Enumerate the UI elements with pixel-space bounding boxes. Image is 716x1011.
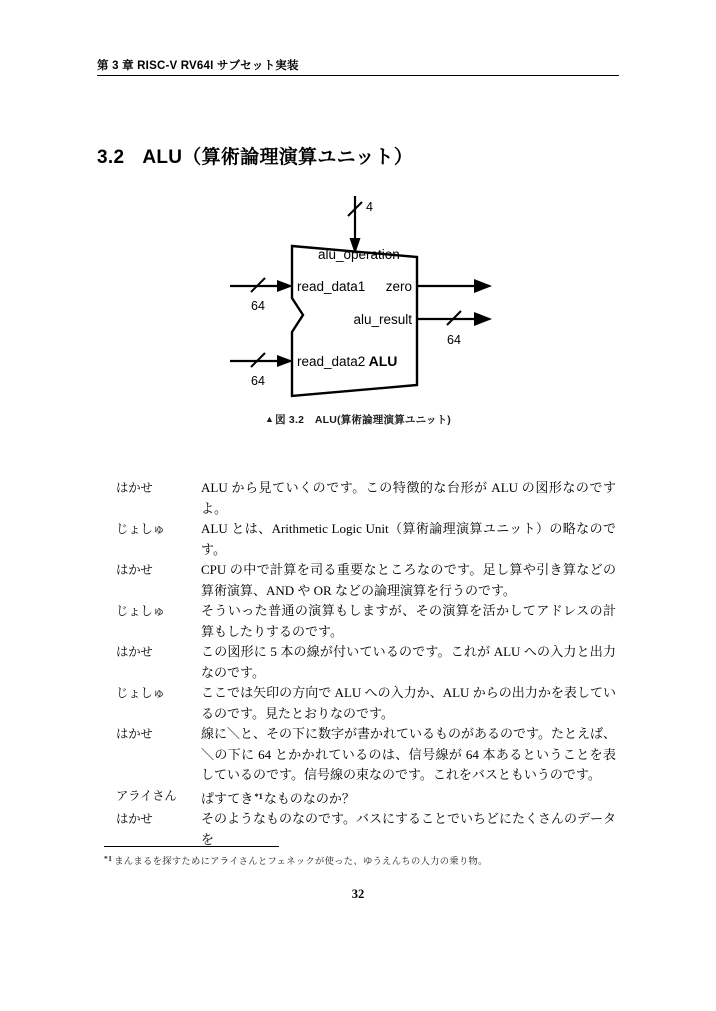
running-header xyxy=(97,58,619,76)
figure-caption xyxy=(0,412,716,427)
alu-block-name: ALU xyxy=(368,353,398,369)
dialogue-speaker: はかせ xyxy=(116,727,153,741)
dialogue-line xyxy=(116,724,616,786)
footnote-ref-1[interactable]: *1 xyxy=(254,790,263,801)
dialogue-text: この図形に 5 本の線が付いているのです。これが ALU への入力と出力なのです。 xyxy=(201,644,616,680)
dialogue-text-pre: ぱすてき xyxy=(201,790,254,806)
running-header-title: 第 3 章 RISC-V RV64I サブセット実装 xyxy=(97,60,299,72)
section-title: ALU（算術論理演算ユニット） xyxy=(142,147,414,168)
alu-diagram-svg xyxy=(0,186,716,406)
port-read-data2-label: read_data2 xyxy=(297,354,366,369)
dialogue-line xyxy=(116,809,616,850)
dialogue-speaker: はかせ xyxy=(116,645,153,659)
port-alu-result-label: alu_result xyxy=(353,312,412,327)
port-alu-operation-label: alu_operation xyxy=(318,247,400,262)
port-read-data2-wire xyxy=(230,353,293,367)
dialogue-line xyxy=(116,478,616,519)
dialogue-speaker: じょしゅ xyxy=(116,686,165,700)
section-heading xyxy=(97,142,413,169)
dialogue-text: CPU の中で計算を司る重要なところなのです。足し算や引き算などの算術演算、AND や OR などの論理演算を行うのです。 xyxy=(201,562,616,598)
dialogue-speaker: じょしゅ xyxy=(116,522,165,536)
port-read-data1-width-label: 64 xyxy=(251,299,265,313)
footnote-1 xyxy=(104,852,616,869)
caption-text: 図 3.2 ALU(算術論理演算ユニット) xyxy=(275,414,451,426)
dialogue-block xyxy=(116,478,616,850)
alu-block-diagram xyxy=(0,186,716,406)
dialogue-line xyxy=(116,601,616,642)
footnote-rule xyxy=(104,846,279,847)
dialogue-speaker: アライさん xyxy=(116,788,177,803)
dialogue-speaker: じょしゅ xyxy=(116,604,165,618)
dialogue-line xyxy=(116,560,616,601)
port-alu-operation-wire xyxy=(348,196,362,254)
running-header-rule xyxy=(97,75,619,76)
dialogue-line xyxy=(116,683,616,724)
footnote-marker: *1 xyxy=(104,854,113,863)
port-alu-result-width-label: 64 xyxy=(447,333,461,347)
port-zero-label: zero xyxy=(385,279,412,294)
port-alu-result-wire xyxy=(417,311,492,326)
dialogue-speaker: はかせ xyxy=(116,812,153,826)
footnote-body: まんまるを探すためにアライさんとフェネックが使った、ゆうえんちの人力の乗り物。 xyxy=(114,857,488,867)
dialogue-speaker: はかせ xyxy=(116,481,153,495)
footnote-area xyxy=(104,846,616,869)
figure-3-2 xyxy=(0,186,716,427)
dialogue-line xyxy=(116,519,616,560)
caption-triangle-icon: ▲ xyxy=(265,414,275,424)
port-read-data1-label: read_data1 xyxy=(297,279,366,294)
section-number: 3.2 xyxy=(97,147,125,168)
dialogue-text: ALU とは、Arithmetic Logic Unit（算術論理演算ユニット）の略なのです。 xyxy=(201,521,616,557)
dialogue-speaker: はかせ xyxy=(116,563,153,577)
dialogue-text: ALU から見ていくのです。この特徴的な台形が ALU の図形なのですよ。 xyxy=(201,480,616,516)
dialogue-text-post: なものなのか？ xyxy=(263,790,355,806)
port-zero-wire xyxy=(417,279,492,293)
dialogue-line xyxy=(116,786,616,810)
dialogue-text xyxy=(201,786,616,810)
port-read-data2-width-label: 64 xyxy=(251,374,265,388)
dialogue-line xyxy=(116,642,616,683)
port-read-data1-wire xyxy=(230,278,293,292)
dialogue-text: そのようなものなのです。バスにすることでいちどにたくさんのデータを xyxy=(201,811,616,847)
dialogue-text: そういった普通の演算もしますが、その演算を活かしてアドレスの計算もしたりするのです。 xyxy=(201,603,616,639)
dialogue-text: 線に＼と、その下に数字が書かれているものがあるのです。たとえば、＼の下に 64 とかかれているのは、信号線が 64 本あるということを表しているのです。信号線の束なのです。これをバスともいうのです。 xyxy=(201,726,616,782)
page-number: 32 xyxy=(351,887,365,901)
port-alu-operation-width-label: 4 xyxy=(366,200,373,214)
dialogue-text: ここでは矢印の方向で ALU への入力か、ALU からの出力かを表しているのです。見たとおりなのです。 xyxy=(201,685,616,721)
